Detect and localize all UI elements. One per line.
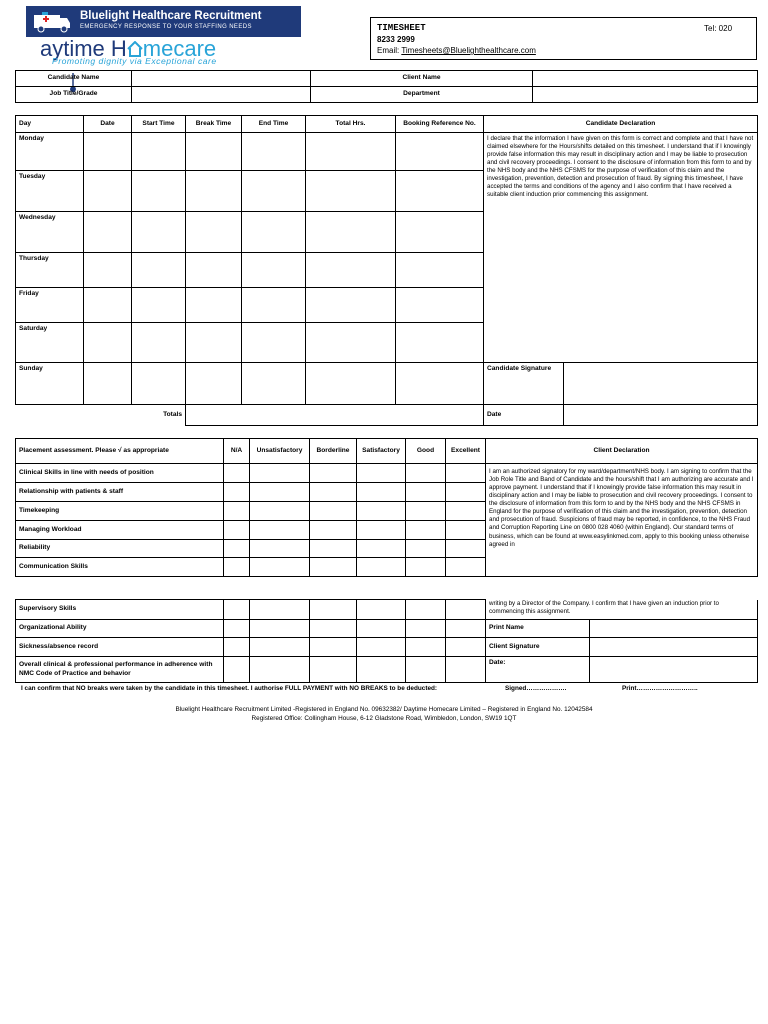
rating-cell[interactable] [310, 464, 357, 483]
break-cell[interactable] [186, 288, 242, 323]
criterion-organizational: Organizational Ability [16, 620, 224, 638]
rating-cell[interactable] [224, 638, 250, 657]
client-declaration-text-continued: writing by a Director of the Company. I confirm that I have given an induction prior to commencing this assignment. [486, 600, 758, 620]
rating-excellent: Excellent [446, 439, 486, 464]
client-date-label: Date: [486, 657, 590, 683]
booking-ref-cell[interactable] [396, 171, 484, 212]
client-declaration-title: Client Declaration [486, 439, 758, 464]
job-title-label: Job Title/Grade [16, 87, 132, 103]
rating-cell[interactable] [406, 558, 446, 577]
rating-cell[interactable] [224, 540, 250, 558]
rating-cell[interactable] [310, 638, 357, 657]
rating-cell[interactable] [250, 558, 310, 577]
end-cell[interactable] [242, 133, 306, 171]
criterion-sickness: Sickness/absence record [16, 638, 224, 657]
total-cell[interactable] [306, 212, 396, 253]
day-friday: Friday [16, 288, 84, 323]
criterion-managing-workload: Managing Workload [16, 521, 224, 540]
date-cell[interactable] [84, 253, 132, 288]
footer-address: Registered Office: Collingham House, 6-12 Gladstone Road, Wimbledon, London, SW19 1QT [251, 715, 517, 722]
date-label: Date [484, 405, 564, 426]
criterion-overall: Overall clinical & professional performance in adherence with NMC Code of Practice and behavior [16, 657, 224, 683]
rating-cell[interactable] [224, 620, 250, 638]
client-signature-field[interactable] [590, 638, 758, 657]
end-cell[interactable] [242, 323, 306, 363]
rating-cell[interactable] [310, 502, 357, 521]
booking-ref-cell[interactable] [396, 288, 484, 323]
candidate-info-table [15, 70, 758, 103]
start-cell[interactable] [132, 212, 186, 253]
start-cell[interactable] [132, 171, 186, 212]
print-name-label: Print Name [486, 620, 590, 638]
rating-cell[interactable] [357, 464, 406, 483]
rating-cell[interactable] [250, 464, 310, 483]
rating-cell[interactable] [357, 521, 406, 540]
total-cell[interactable] [306, 253, 396, 288]
brand-tagline: Promoting dignity via Exceptional care [52, 56, 217, 66]
header-break-time: Break Time [186, 116, 242, 133]
date-cell[interactable] [84, 212, 132, 253]
header-date: Date [84, 116, 132, 133]
rating-cell[interactable] [406, 483, 446, 502]
house-icon [127, 41, 143, 57]
criterion-communication: Communication Skills [16, 558, 224, 577]
tel-number: 8233 2999 [377, 35, 415, 44]
candidate-name-field[interactable] [132, 71, 311, 87]
rating-cell[interactable] [406, 464, 446, 483]
date-field[interactable] [564, 405, 758, 426]
rating-cell[interactable] [250, 502, 310, 521]
total-cell[interactable] [306, 288, 396, 323]
rating-cell[interactable] [446, 638, 486, 657]
rating-na: N/A [224, 439, 250, 464]
totals-label: Totals [16, 405, 186, 426]
rating-cell[interactable] [446, 502, 486, 521]
assessment-header: Placement assessment. Please √ as appropriate [16, 439, 224, 464]
rating-cell[interactable] [406, 502, 446, 521]
logo-banner [26, 6, 301, 37]
rating-cell[interactable] [446, 620, 486, 638]
total-cell[interactable] [306, 363, 396, 405]
date-cell[interactable] [84, 323, 132, 363]
rating-cell[interactable] [446, 540, 486, 558]
assessment-table [15, 438, 758, 577]
company-name-top: Bluelight Healthcare Recruitment [80, 10, 262, 22]
rating-cell[interactable] [406, 657, 446, 683]
rating-cell[interactable] [310, 521, 357, 540]
booking-ref-cell[interactable] [396, 363, 484, 405]
hours-table [15, 115, 758, 426]
brand-part2: mecare [142, 36, 217, 61]
rating-cell[interactable] [250, 521, 310, 540]
rating-cell[interactable] [224, 464, 250, 483]
rating-cell[interactable] [250, 600, 310, 620]
break-cell[interactable] [186, 323, 242, 363]
rating-cell[interactable] [406, 521, 446, 540]
rating-satisfactory: Satisfactory [357, 439, 406, 464]
rating-cell[interactable] [224, 502, 250, 521]
ambulance-icon [32, 9, 72, 33]
rating-cell[interactable] [446, 558, 486, 577]
rating-cell[interactable] [446, 464, 486, 483]
rating-cell[interactable] [250, 638, 310, 657]
total-cell[interactable] [306, 171, 396, 212]
footer-registration: Bluelight Healthcare Recruitment Limited -Registered in England No. 09632382/ Daytime Homecare Limited – Registered in England No. 12042584 [175, 706, 593, 713]
rating-unsatisfactory: Unsatisfactory [250, 439, 310, 464]
day-wednesday: Wednesday [16, 212, 84, 253]
rating-good: Good [406, 439, 446, 464]
total-cell[interactable] [306, 133, 396, 171]
candidate-signature-label: Candidate Signature [484, 363, 564, 405]
rating-cell[interactable] [406, 620, 446, 638]
tel-label: Tel: 020 [704, 24, 733, 33]
rating-borderline: Borderline [310, 439, 357, 464]
rating-cell[interactable] [224, 600, 250, 620]
criterion-supervisory: Supervisory Skills [16, 600, 224, 620]
break-cell[interactable] [186, 171, 242, 212]
start-cell[interactable] [132, 363, 186, 405]
break-cell[interactable] [186, 133, 242, 171]
header-booking-ref: Booking Reference No. [396, 116, 484, 133]
date-cell[interactable] [84, 171, 132, 212]
header-end-time: End Time [242, 116, 306, 133]
rating-cell[interactable] [357, 638, 406, 657]
booking-ref-cell[interactable] [396, 133, 484, 171]
rating-cell[interactable] [310, 600, 357, 620]
client-declaration-text: I am an authorized signatory for my ward/department/NHS body. I am signing to confirm that the Job Role Title and Band of Candidate and the hours/shift that I am authorizing are accurate and I approve payment. I understand that if I knowingly provide false information this may result in disciplinary action and I may be liable to prosecution and civil recovery proceedings. I consent to the disclosure of information from this form to and by the NHS body and the NHS CFSMS in England for the purpose of verification of this claim and the investigation, prevention, detection and prosecution of fraud. Suspicions of fraud may be reported, in confidence, to the NHS Fraud and Corruption Reporting Line on 0800 028 4060 (within England). Our standard terms of business, which can be found at www.easylinkmed.com, apply to this booking unless otherwise agreed in [486, 464, 758, 577]
date-cell[interactable] [84, 288, 132, 323]
rating-cell[interactable] [224, 483, 250, 502]
rating-cell[interactable] [224, 558, 250, 577]
client-signature-label: Client Signature [486, 638, 590, 657]
rating-cell[interactable] [357, 600, 406, 620]
rating-cell[interactable] [357, 657, 406, 683]
rating-cell[interactable] [310, 657, 357, 683]
candidate-declaration-text: I declare that the information I have given on this form is correct and complete and that I have not claimed elsewhere for the Hours/shifts detailed on this timesheet. I understand that if I knowingly provide false information this may result in disciplinary action and I may be liable to prosecution and civil recovery proceedings. I consent to the disclosure of information from this form to and by the NHS body and the NHS CFSMS for the purpose of verification of this claim and the investigation, prevention, detection and prosecution of fraud. By signing this timesheet, I have accepted the terms and conditions of the agency and I also confirm that I have received a suitable client induction prior commencing this assignment. [484, 133, 758, 363]
rating-cell[interactable] [446, 521, 486, 540]
day-thursday: Thursday [16, 253, 84, 288]
rating-cell[interactable] [310, 540, 357, 558]
day-monday: Monday [16, 133, 84, 171]
start-cell[interactable] [132, 253, 186, 288]
break-cell[interactable] [186, 212, 242, 253]
header-day: Day [16, 116, 84, 133]
start-cell[interactable] [132, 323, 186, 363]
no-breaks-confirmation: I can confirm that NO breaks were taken by the candidate in this timesheet. I authorise FULL PAYMENT with NO BREAKS to be deducted: [21, 685, 438, 692]
rating-cell[interactable] [310, 620, 357, 638]
brand-part1: aytime H [40, 36, 127, 61]
email-line [377, 46, 536, 55]
signed-line[interactable]: Signed………………. [505, 685, 567, 692]
assessment-table-continued [15, 599, 758, 683]
date-cell[interactable] [84, 133, 132, 171]
client-name-field[interactable] [533, 71, 758, 87]
email-link[interactable]: Timesheets@Bluelighthealthcare.com [401, 46, 536, 55]
department-label: Department [311, 87, 533, 103]
rating-cell[interactable] [446, 657, 486, 683]
rating-cell[interactable] [310, 483, 357, 502]
end-cell[interactable] [242, 253, 306, 288]
print-line[interactable]: Print……………………….. [622, 685, 698, 692]
break-cell[interactable] [186, 363, 242, 405]
header-start-time: Start Time [132, 116, 186, 133]
timesheet-title: TIMESHEET [377, 23, 426, 33]
client-date-field[interactable] [590, 657, 758, 683]
department-field[interactable] [533, 87, 758, 103]
job-title-field[interactable] [132, 87, 311, 103]
header-candidate-declaration: Candidate Declaration [484, 116, 758, 133]
rating-cell[interactable] [224, 521, 250, 540]
rating-cell[interactable] [406, 600, 446, 620]
total-cell[interactable] [306, 323, 396, 363]
rating-cell[interactable] [357, 620, 406, 638]
rating-cell[interactable] [224, 657, 250, 683]
start-cell[interactable] [132, 288, 186, 323]
header-total-hrs: Total Hrs. [306, 116, 396, 133]
day-tuesday: Tuesday [16, 171, 84, 212]
rating-cell[interactable] [250, 620, 310, 638]
company-tagline-top: EMERGENCY RESPONSE TO YOUR STAFFING NEEDS [80, 24, 252, 30]
client-name-label: Client Name [311, 71, 533, 87]
print-name-field[interactable] [590, 620, 758, 638]
criterion-relationship: Relationship with patients & staff [16, 483, 224, 502]
rating-cell[interactable] [446, 600, 486, 620]
end-cell[interactable] [242, 212, 306, 253]
rating-cell[interactable] [250, 483, 310, 502]
rating-cell[interactable] [406, 540, 446, 558]
totals-field[interactable] [186, 405, 484, 426]
break-cell[interactable] [186, 253, 242, 288]
email-label: Email: [377, 46, 402, 55]
end-cell[interactable] [242, 171, 306, 212]
rating-cell[interactable] [357, 540, 406, 558]
timesheet-contact-box [370, 17, 757, 60]
date-cell[interactable] [84, 363, 132, 405]
criterion-timekeeping: Timekeeping [16, 502, 224, 521]
candidate-signature-field[interactable] [564, 363, 758, 405]
rating-cell[interactable] [357, 502, 406, 521]
rating-cell[interactable] [250, 657, 310, 683]
rating-cell[interactable] [446, 483, 486, 502]
rating-cell[interactable] [310, 558, 357, 577]
criterion-clinical-skills: Clinical Skills in line with needs of position [16, 464, 224, 483]
day-sunday: Sunday [16, 363, 84, 405]
end-cell[interactable] [242, 363, 306, 405]
rating-cell[interactable] [357, 483, 406, 502]
start-cell[interactable] [132, 133, 186, 171]
booking-ref-cell[interactable] [396, 212, 484, 253]
end-cell[interactable] [242, 288, 306, 323]
day-saturday: Saturday [16, 323, 84, 363]
booking-ref-cell[interactable] [396, 323, 484, 363]
rating-cell[interactable] [357, 558, 406, 577]
rating-cell[interactable] [250, 540, 310, 558]
criterion-reliability: Reliability [16, 540, 224, 558]
booking-ref-cell[interactable] [396, 253, 484, 288]
rating-cell[interactable] [406, 638, 446, 657]
candidate-name-label: Candidate Name [16, 71, 132, 87]
